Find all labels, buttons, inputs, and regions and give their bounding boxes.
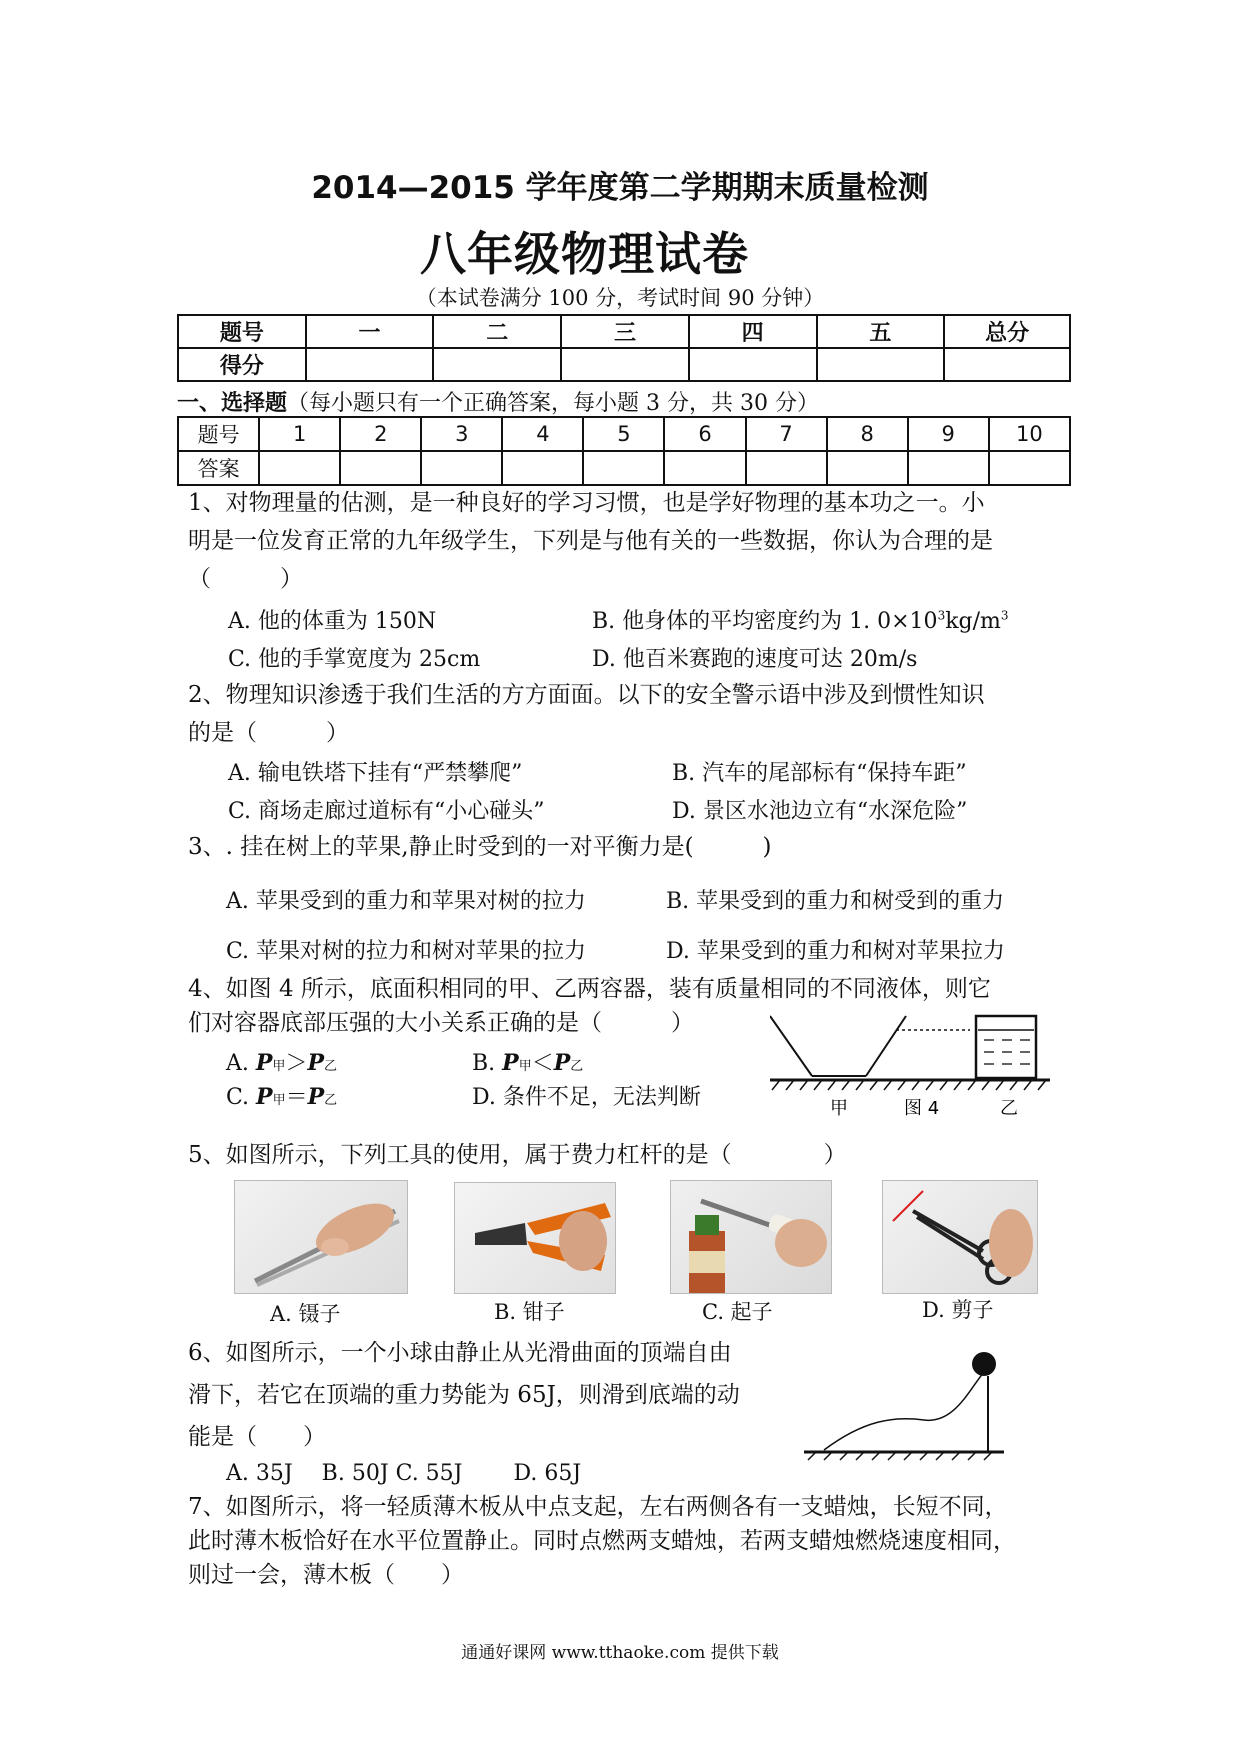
answer-cell[interactable] bbox=[340, 451, 421, 485]
q4-sub-jia: 甲 bbox=[272, 1059, 286, 1074]
q4-relation: ＝ bbox=[285, 1085, 308, 1110]
tweezers-photo bbox=[234, 1180, 408, 1294]
q1-stem bbox=[188, 484, 1068, 598]
q2-stem bbox=[188, 676, 1068, 752]
score-table-score-row bbox=[178, 348, 1070, 381]
section1-title: 一、选择题 bbox=[177, 391, 288, 416]
q4-figure-containers bbox=[770, 1008, 1060, 1120]
q4-stem-line: 4、如图 4 所示，底面积相同的甲、乙两容器，装有质量相同的不同液体，则它 bbox=[188, 976, 991, 1002]
q1-stem-line: 1、对物理量的估测，是一种良好的学习习惯，也是学好物理的基本功之一。小 bbox=[188, 490, 985, 516]
answer-cell[interactable] bbox=[664, 451, 745, 485]
q4-option-d[interactable]: D. 条件不足，无法判断 bbox=[472, 1085, 701, 1110]
answer-number: 8 bbox=[827, 417, 908, 451]
q1-stem-line: 明是一位发育正常的九年级学生，下列是与他有关的一些数据，你认为合理的是 bbox=[188, 528, 993, 554]
answer-number-label: 题号 bbox=[178, 417, 259, 451]
q4-option-b[interactable] bbox=[472, 1046, 583, 1077]
q4-sub-yi: 乙 bbox=[324, 1093, 338, 1108]
q4-relation: ＜ bbox=[531, 1051, 554, 1076]
q4-option-c[interactable] bbox=[226, 1080, 337, 1111]
q4-sub-yi: 乙 bbox=[570, 1059, 584, 1074]
answer-number: 6 bbox=[664, 417, 745, 451]
answer-cell[interactable] bbox=[746, 451, 827, 485]
score-header-cell: 题号 bbox=[178, 315, 306, 348]
score-header-cell: 总分 bbox=[944, 315, 1070, 348]
q7-stem-line: 此时薄木板恰好在水平位置静止。同时点燃两支蜡烛，若两支蜡烛燃烧速度相同， bbox=[188, 1528, 1016, 1554]
q4-symbol-p: P bbox=[255, 1050, 273, 1076]
q5-option-b[interactable]: B. 钳子 bbox=[494, 1300, 565, 1324]
q1-option-b-text: B. 他身体的平均密度约为 1. 0×10 bbox=[592, 609, 938, 634]
q1-option-b[interactable] bbox=[592, 604, 1009, 635]
q5-stem: 5、如图所示，下列工具的使用，属于费力杠杆的是（ ） bbox=[188, 1142, 847, 1168]
answer-cell[interactable] bbox=[421, 451, 502, 485]
score-cell[interactable] bbox=[689, 348, 817, 381]
score-cell[interactable] bbox=[817, 348, 945, 381]
answer-table bbox=[177, 416, 1071, 486]
q2-option-b[interactable]: B. 汽车的尾部标有“保持车距” bbox=[672, 761, 967, 786]
q3-option-d[interactable]: D. 苹果受到的重力和树对苹果拉力 bbox=[666, 939, 1005, 964]
pliers-icon bbox=[455, 1183, 615, 1293]
q7-stem-line: 则过一会，薄木板（ ） bbox=[188, 1562, 464, 1588]
section1-heading bbox=[177, 386, 819, 417]
q1-option-c[interactable]: C. 他的手掌宽度为 25cm bbox=[228, 647, 481, 672]
score-header-cell: 二 bbox=[433, 315, 561, 348]
q3-option-a[interactable]: A. 苹果受到的重力和苹果对树的拉力 bbox=[226, 889, 586, 914]
score-header-cell: 四 bbox=[689, 315, 817, 348]
footer: 通通好课网 www.tthaoke.com 提供下载 bbox=[461, 1643, 779, 1663]
answer-number: 9 bbox=[908, 417, 989, 451]
q4-symbol-p: P bbox=[256, 1084, 273, 1110]
score-cell[interactable] bbox=[561, 348, 689, 381]
q3-stem: 3、. 挂在树上的苹果,静止时受到的一对平衡力是( ) bbox=[188, 834, 772, 860]
answer-row-label: 答案 bbox=[178, 451, 259, 485]
q4-symbol-p: P bbox=[307, 1084, 325, 1110]
score-cell[interactable] bbox=[944, 348, 1070, 381]
q4-option-c-letter: C. bbox=[226, 1085, 257, 1110]
q6-stem-line: 6、如图所示，一个小球由静止从光滑曲面的顶端自由 bbox=[188, 1340, 732, 1366]
scissors-photo bbox=[882, 1180, 1038, 1294]
score-header-cell: 三 bbox=[561, 315, 689, 348]
answer-number: 3 bbox=[421, 417, 502, 451]
q4-stem-line: 们对容器底部压强的大小关系正确的是（ ） bbox=[188, 1010, 694, 1036]
answer-number: 7 bbox=[746, 417, 827, 451]
q1-option-b-exp: 3 bbox=[937, 608, 946, 623]
q7-stem bbox=[188, 1490, 1068, 1592]
q4-option-b-letter: B. bbox=[472, 1051, 503, 1076]
answer-number: 4 bbox=[502, 417, 583, 451]
tweezers-icon bbox=[235, 1181, 407, 1293]
answer-number: 1 bbox=[259, 417, 340, 451]
q4-sub-jia: 甲 bbox=[272, 1093, 286, 1108]
answer-cell[interactable] bbox=[827, 451, 908, 485]
score-cell[interactable] bbox=[306, 348, 434, 381]
q6-stem-line: 能是（ ） bbox=[188, 1424, 326, 1450]
q1-option-b-unit: kg/m bbox=[945, 609, 1001, 634]
q4-symbol-p: P bbox=[502, 1050, 519, 1076]
answer-cell[interactable] bbox=[908, 451, 989, 485]
exam-note: （本试卷满分 100 分，考试时间 90 分钟） bbox=[415, 286, 825, 310]
q4-option-a-letter: A. bbox=[226, 1051, 256, 1076]
answer-number: 10 bbox=[989, 417, 1070, 451]
answer-cell[interactable] bbox=[583, 451, 664, 485]
q4-symbol-p: P bbox=[553, 1050, 571, 1076]
answer-table-answer-row bbox=[178, 451, 1070, 485]
section1-note: （每小题只有一个正确答案，每小题 3 分，共 30 分） bbox=[287, 391, 819, 416]
q2-option-c[interactable]: C. 商场走廊过道标有“小心碰头” bbox=[228, 799, 545, 824]
answer-table-number-row bbox=[178, 417, 1070, 451]
score-header-cell: 一 bbox=[306, 315, 434, 348]
score-table bbox=[177, 314, 1071, 382]
q2-stem-line: 2、物理知识渗透于我们生活的方方面面。以下的安全警示语中涉及到惯性知识 bbox=[188, 682, 985, 708]
q1-option-d[interactable]: D. 他百米赛跑的速度可达 20m/s bbox=[592, 647, 918, 672]
answer-number: 2 bbox=[340, 417, 421, 451]
q4-sub-jia: 甲 bbox=[518, 1059, 532, 1074]
q6-stem-line: 滑下，若它在顶端的重力势能为 65J，则滑到底端的动 bbox=[188, 1382, 740, 1408]
q1-option-a[interactable]: A. 他的体重为 150N bbox=[228, 609, 437, 634]
score-table-header-row bbox=[178, 315, 1070, 348]
q4-figure-label-jia: 甲 bbox=[830, 1098, 848, 1119]
ball-icon bbox=[972, 1352, 996, 1376]
q4-relation: ＞ bbox=[285, 1051, 308, 1076]
q4-figure-caption: 图 4 bbox=[904, 1098, 940, 1119]
q4-sub-yi: 乙 bbox=[324, 1059, 338, 1074]
scissors-icon bbox=[883, 1181, 1037, 1293]
q7-stem-line: 7、如图所示，将一轻质薄木板从中点支起，左右两侧各有一支蜡烛，长短不同， bbox=[188, 1494, 1008, 1520]
score-row-label: 得分 bbox=[178, 348, 306, 381]
q6-options[interactable]: A. 35J B. 50J C. 55J D. 65J bbox=[226, 1461, 582, 1486]
q5-option-c[interactable]: C. 起子 bbox=[702, 1300, 773, 1324]
score-header-cell: 五 bbox=[817, 315, 945, 348]
q6-stem bbox=[188, 1332, 788, 1458]
score-cell[interactable] bbox=[433, 348, 561, 381]
answer-cell[interactable] bbox=[259, 451, 340, 485]
q1-stem-line: （ ） bbox=[188, 566, 303, 592]
q2-option-a[interactable]: A. 输电铁塔下挂有“严禁攀爬” bbox=[228, 761, 523, 786]
answer-number: 5 bbox=[583, 417, 664, 451]
q1-option-b-exp2: 3 bbox=[1000, 608, 1009, 623]
bottle-opener-photo bbox=[670, 1180, 832, 1294]
q2-stem-line: 的是（ ） bbox=[188, 720, 349, 746]
q4-symbol-p: P bbox=[307, 1050, 324, 1076]
pliers-photo bbox=[454, 1182, 616, 1294]
q4-figure-label-yi: 乙 bbox=[1000, 1098, 1018, 1119]
q4-option-a[interactable] bbox=[226, 1046, 337, 1077]
q3-option-c[interactable]: C. 苹果对树的拉力和树对苹果的拉力 bbox=[226, 939, 587, 964]
answer-cell[interactable] bbox=[502, 451, 583, 485]
q3-option-b[interactable]: B. 苹果受到的重力和树受到的重力 bbox=[666, 889, 1005, 914]
subject-title: 八年级物理试卷 bbox=[420, 227, 749, 281]
q5-option-d[interactable]: D. 剪子 bbox=[922, 1298, 994, 1322]
q6-figure-curved-slope bbox=[804, 1350, 1024, 1470]
answer-cell[interactable] bbox=[989, 451, 1070, 485]
exam-title: 2014—2015 学年度第二学期期末质量检测 bbox=[311, 170, 929, 206]
q2-option-d[interactable]: D. 景区水池边立有“水深危险” bbox=[672, 799, 968, 824]
q5-option-a[interactable]: A. 镊子 bbox=[270, 1302, 341, 1326]
bottle-opener-icon bbox=[671, 1181, 831, 1293]
